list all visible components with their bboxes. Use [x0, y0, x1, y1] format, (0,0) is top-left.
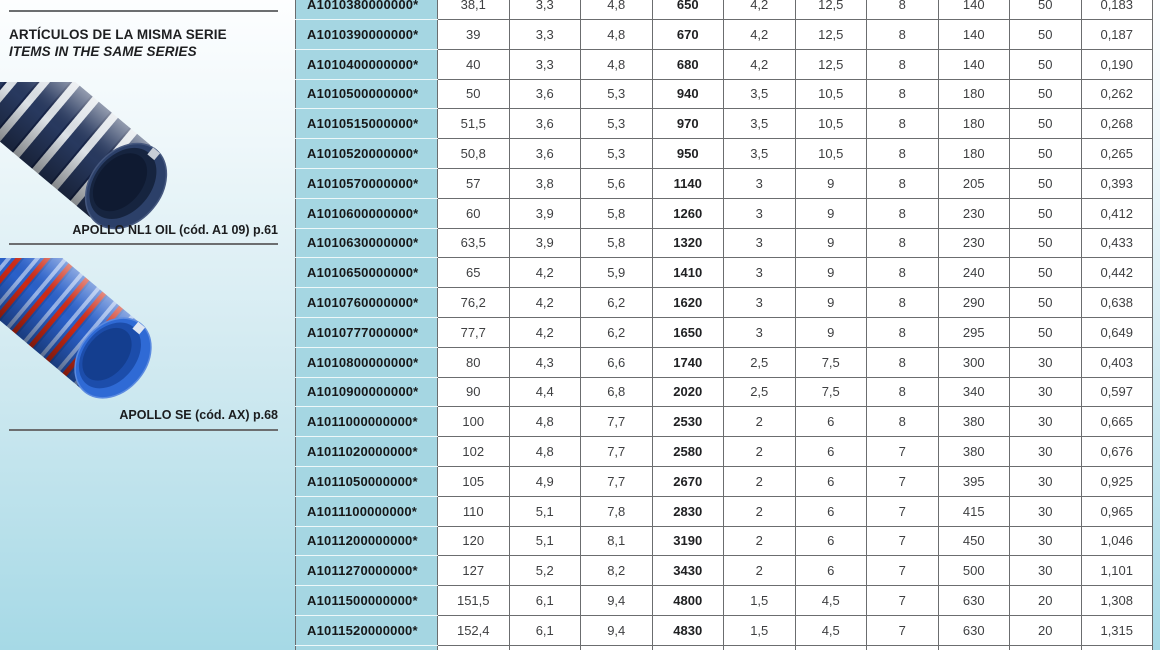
value-cell: 450	[938, 526, 1010, 556]
value-cell: 4,2	[509, 317, 581, 347]
value-cell: 3,3	[509, 20, 581, 50]
value-cell: 2020	[652, 377, 724, 407]
table-row	[296, 49, 1153, 79]
value-cell: 7	[867, 586, 939, 616]
value-cell: 6	[795, 526, 867, 556]
value-cell: 4,8	[581, 0, 653, 20]
value-cell: 50	[1010, 139, 1082, 169]
value-cell: 30	[1010, 347, 1082, 377]
value-cell: 4,8	[509, 407, 581, 437]
value-cell: 380	[938, 407, 1010, 437]
value-cell: 8	[867, 347, 939, 377]
value-cell: 8	[867, 168, 939, 198]
value-cell	[1081, 645, 1153, 650]
table-row	[296, 0, 1153, 20]
value-cell: 38,1	[438, 0, 510, 20]
value-cell: 4,5	[795, 615, 867, 645]
product-code-cell: A1010630000000*	[296, 228, 438, 258]
value-cell: 1410	[652, 258, 724, 288]
value-cell: 0,597	[1081, 377, 1153, 407]
value-cell: 0,183	[1081, 0, 1153, 20]
value-cell: 4,4	[509, 377, 581, 407]
table-row	[296, 198, 1153, 228]
value-cell: 5,3	[581, 139, 653, 169]
value-cell: 151,5	[438, 586, 510, 616]
value-cell: 7	[867, 556, 939, 586]
value-cell: 7,7	[581, 407, 653, 437]
table-row	[296, 526, 1153, 556]
value-cell: 140	[938, 20, 1010, 50]
table-row	[296, 288, 1153, 318]
value-cell: 3	[724, 168, 796, 198]
value-cell: 100	[438, 407, 510, 437]
value-cell: 180	[938, 139, 1010, 169]
table-row	[296, 317, 1153, 347]
value-cell: 30	[1010, 407, 1082, 437]
value-cell: 10,5	[795, 79, 867, 109]
value-cell: 4,8	[509, 437, 581, 467]
value-cell: 30	[1010, 526, 1082, 556]
value-cell: 50	[438, 79, 510, 109]
value-cell: 4,5	[795, 586, 867, 616]
value-cell: 30	[1010, 437, 1082, 467]
value-cell: 7,5	[795, 377, 867, 407]
value-cell: 1620	[652, 288, 724, 318]
value-cell: 76,2	[438, 288, 510, 318]
value-cell: 50	[1010, 317, 1082, 347]
value-cell: 0,442	[1081, 258, 1153, 288]
value-cell: 395	[938, 466, 1010, 496]
value-cell: 1,101	[1081, 556, 1153, 586]
divider	[9, 429, 278, 431]
value-cell: 3	[724, 288, 796, 318]
value-cell: 0,412	[1081, 198, 1153, 228]
series-title-en: ITEMS IN THE SAME SERIES	[9, 43, 197, 59]
value-cell: 6	[795, 437, 867, 467]
value-cell: 2580	[652, 437, 724, 467]
value-cell: 6,2	[581, 288, 653, 318]
value-cell: 7,8	[581, 496, 653, 526]
value-cell: 8	[867, 377, 939, 407]
value-cell: 8	[867, 109, 939, 139]
value-cell: 5,8	[581, 228, 653, 258]
value-cell: 12,5	[795, 49, 867, 79]
value-cell: 50	[1010, 168, 1082, 198]
value-cell: 3,9	[509, 198, 581, 228]
product-code-cell: A1010500000000*	[296, 79, 438, 109]
value-cell: 8	[867, 139, 939, 169]
table-row	[296, 258, 1153, 288]
value-cell: 2530	[652, 407, 724, 437]
value-cell: 6,1	[509, 586, 581, 616]
value-cell: 3	[724, 317, 796, 347]
product-code-cell: A1010650000000*	[296, 258, 438, 288]
value-cell: 8	[867, 317, 939, 347]
value-cell: 51,5	[438, 109, 510, 139]
value-cell: 2	[724, 407, 796, 437]
value-cell: 50	[1010, 20, 1082, 50]
value-cell: 9	[795, 288, 867, 318]
value-cell: 4,2	[724, 49, 796, 79]
value-cell: 0,433	[1081, 228, 1153, 258]
value-cell: 140	[938, 0, 1010, 20]
table-row	[296, 377, 1153, 407]
value-cell: 140	[938, 49, 1010, 79]
table-row	[296, 437, 1153, 467]
value-cell: 6,8	[581, 377, 653, 407]
value-cell: 8,1	[581, 526, 653, 556]
value-cell: 0,265	[1081, 139, 1153, 169]
value-cell: 4800	[652, 586, 724, 616]
value-cell: 57	[438, 168, 510, 198]
table-row	[296, 347, 1153, 377]
product-code-cell: A1011020000000*	[296, 437, 438, 467]
value-cell: 6,6	[581, 347, 653, 377]
table-row	[296, 168, 1153, 198]
table-row	[296, 556, 1153, 586]
value-cell: 50	[1010, 49, 1082, 79]
value-cell: 7	[867, 437, 939, 467]
value-cell: 30	[1010, 496, 1082, 526]
value-cell: 8	[867, 288, 939, 318]
value-cell: 7,7	[581, 466, 653, 496]
value-cell: 8	[867, 258, 939, 288]
value-cell: 2,5	[724, 347, 796, 377]
value-cell: 0,268	[1081, 109, 1153, 139]
value-cell: 500	[938, 556, 1010, 586]
value-cell: 5,1	[509, 526, 581, 556]
value-cell: 0,403	[1081, 347, 1153, 377]
value-cell: 2	[724, 526, 796, 556]
value-cell: 5,1	[509, 496, 581, 526]
value-cell: 20	[1010, 615, 1082, 645]
value-cell: 3,6	[509, 79, 581, 109]
value-cell: 80	[438, 347, 510, 377]
value-cell: 1,315	[1081, 615, 1153, 645]
spec-table	[295, 0, 1153, 650]
value-cell: 1740	[652, 347, 724, 377]
table-row	[296, 645, 1153, 650]
value-cell: 50	[1010, 109, 1082, 139]
value-cell	[581, 645, 653, 650]
value-cell: 180	[938, 79, 1010, 109]
table-row	[296, 109, 1153, 139]
product-code-cell: A1011000000000*	[296, 407, 438, 437]
table-row	[296, 139, 1153, 169]
value-cell: 50	[1010, 228, 1082, 258]
value-cell: 9	[795, 168, 867, 198]
value-cell: 8,2	[581, 556, 653, 586]
value-cell: 2,5	[724, 377, 796, 407]
value-cell: 3,3	[509, 0, 581, 20]
value-cell: 9,4	[581, 586, 653, 616]
value-cell: 8	[867, 198, 939, 228]
value-cell: 1,308	[1081, 586, 1153, 616]
value-cell: 10,5	[795, 109, 867, 139]
value-cell: 180	[938, 109, 1010, 139]
value-cell: 3,5	[724, 139, 796, 169]
value-cell: 90	[438, 377, 510, 407]
value-cell: 3,8	[509, 168, 581, 198]
product-code-cell: A1010390000000*	[296, 20, 438, 50]
value-cell: 102	[438, 437, 510, 467]
value-cell: 4,3	[509, 347, 581, 377]
value-cell: 3	[724, 228, 796, 258]
value-cell: 63,5	[438, 228, 510, 258]
value-cell: 9	[795, 258, 867, 288]
value-cell: 240	[938, 258, 1010, 288]
value-cell: 4,2	[509, 258, 581, 288]
value-cell: 3430	[652, 556, 724, 586]
divider	[9, 243, 278, 245]
value-cell: 3,5	[724, 79, 796, 109]
value-cell: 2	[724, 556, 796, 586]
value-cell: 0,965	[1081, 496, 1153, 526]
value-cell: 380	[938, 437, 1010, 467]
value-cell: 340	[938, 377, 1010, 407]
value-cell	[509, 645, 581, 650]
value-cell: 1,046	[1081, 526, 1153, 556]
product-code-cell: A1010800000000*	[296, 347, 438, 377]
value-cell: 4830	[652, 615, 724, 645]
value-cell: 60	[438, 198, 510, 228]
table-row	[296, 586, 1153, 616]
value-cell: 230	[938, 198, 1010, 228]
series-title	[9, 27, 278, 60]
value-cell: 105	[438, 466, 510, 496]
value-cell: 0,676	[1081, 437, 1153, 467]
value-cell: 120	[438, 526, 510, 556]
value-cell: 6	[795, 496, 867, 526]
value-cell: 7	[867, 466, 939, 496]
value-cell: 7,7	[581, 437, 653, 467]
table-row	[296, 20, 1153, 50]
value-cell: 2670	[652, 466, 724, 496]
value-cell: 0,925	[1081, 466, 1153, 496]
product-code-cell: A1011520000000*	[296, 615, 438, 645]
value-cell: 30	[1010, 556, 1082, 586]
value-cell: 5,2	[509, 556, 581, 586]
value-cell: 8	[867, 228, 939, 258]
value-cell: 50	[1010, 0, 1082, 20]
series-sidebar	[0, 0, 292, 650]
value-cell: 12,5	[795, 0, 867, 20]
value-cell: 230	[938, 228, 1010, 258]
value-cell: 2830	[652, 496, 724, 526]
value-cell: 940	[652, 79, 724, 109]
value-cell: 8	[867, 79, 939, 109]
product-code-cell: A1010777000000*	[296, 317, 438, 347]
value-cell: 5,6	[581, 168, 653, 198]
value-cell	[438, 645, 510, 650]
value-cell: 6	[795, 407, 867, 437]
value-cell: 970	[652, 109, 724, 139]
value-cell: 670	[652, 20, 724, 50]
value-cell: 9	[795, 198, 867, 228]
value-cell: 5,3	[581, 109, 653, 139]
value-cell: 0,393	[1081, 168, 1153, 198]
spec-table-body	[296, 0, 1153, 650]
value-cell: 50	[1010, 258, 1082, 288]
value-cell: 3,6	[509, 139, 581, 169]
value-cell	[867, 645, 939, 650]
product-code-cell: A1011500000000*	[296, 586, 438, 616]
value-cell: 9	[795, 317, 867, 347]
product-code-cell: A1010380000000*	[296, 0, 438, 20]
value-cell: 4,8	[581, 20, 653, 50]
value-cell: 7	[867, 496, 939, 526]
value-cell: 6,2	[581, 317, 653, 347]
value-cell: 12,5	[795, 20, 867, 50]
value-cell: 630	[938, 586, 1010, 616]
value-cell: 4,9	[509, 466, 581, 496]
value-cell: 10,5	[795, 139, 867, 169]
value-cell: 650	[652, 0, 724, 20]
value-cell: 1650	[652, 317, 724, 347]
value-cell: 3190	[652, 526, 724, 556]
value-cell: 3,3	[509, 49, 581, 79]
value-cell: 300	[938, 347, 1010, 377]
value-cell: 8	[867, 407, 939, 437]
divider	[9, 10, 278, 12]
product-code-cell: A1011100000000*	[296, 496, 438, 526]
value-cell: 290	[938, 288, 1010, 318]
table-row	[296, 466, 1153, 496]
value-cell: 127	[438, 556, 510, 586]
value-cell: 0,638	[1081, 288, 1153, 318]
value-cell: 1,5	[724, 615, 796, 645]
value-cell: 77,7	[438, 317, 510, 347]
apollo-nl1-oil-caption: APOLLO NL1 OIL (cód. A1 09) p.61	[72, 223, 278, 237]
table-row	[296, 79, 1153, 109]
spec-table-container	[295, 0, 1153, 650]
apollo-se-caption: APOLLO SE (cód. AX) p.68	[119, 408, 278, 422]
value-cell: 8	[867, 0, 939, 20]
product-code-cell: A1010520000000*	[296, 139, 438, 169]
value-cell: 6	[795, 466, 867, 496]
value-cell: 30	[1010, 466, 1082, 496]
value-cell: 39	[438, 20, 510, 50]
value-cell	[652, 645, 724, 650]
apollo-nl1-oil-hose-image	[0, 82, 200, 234]
value-cell: 30	[1010, 377, 1082, 407]
value-cell: 0,262	[1081, 79, 1153, 109]
value-cell: 8	[867, 49, 939, 79]
value-cell: 6	[795, 556, 867, 586]
value-cell: 50	[1010, 198, 1082, 228]
value-cell: 4,2	[724, 0, 796, 20]
value-cell: 630	[938, 615, 1010, 645]
product-code-cell: A1010760000000*	[296, 288, 438, 318]
value-cell	[724, 645, 796, 650]
product-code-cell: A1011200000000*	[296, 526, 438, 556]
value-cell: 110	[438, 496, 510, 526]
value-cell: 9	[795, 228, 867, 258]
value-cell: 40	[438, 49, 510, 79]
value-cell: 6,1	[509, 615, 581, 645]
value-cell: 152,4	[438, 615, 510, 645]
value-cell: 20	[1010, 586, 1082, 616]
value-cell: 7	[867, 615, 939, 645]
value-cell: 4,2	[724, 20, 796, 50]
value-cell: 3,5	[724, 109, 796, 139]
apollo-se-hose-image	[0, 258, 180, 408]
product-code-cell: A1010570000000*	[296, 168, 438, 198]
value-cell: 8	[867, 20, 939, 50]
value-cell: 3	[724, 198, 796, 228]
value-cell: 1260	[652, 198, 724, 228]
value-cell: 1140	[652, 168, 724, 198]
product-code-cell: A1011050000000*	[296, 466, 438, 496]
value-cell: 0,190	[1081, 49, 1153, 79]
value-cell: 5,3	[581, 79, 653, 109]
product-code-cell: A1010600000000*	[296, 198, 438, 228]
value-cell: 0,649	[1081, 317, 1153, 347]
series-title-es: ARTÍCULOS DE LA MISMA SERIE	[9, 27, 227, 42]
value-cell: 415	[938, 496, 1010, 526]
value-cell: 1,5	[724, 586, 796, 616]
table-row	[296, 615, 1153, 645]
value-cell: 4,8	[581, 49, 653, 79]
product-code-cell: A1010400000000*	[296, 49, 438, 79]
value-cell	[938, 645, 1010, 650]
table-row	[296, 407, 1153, 437]
value-cell: 65	[438, 258, 510, 288]
product-code-cell: A1010900000000*	[296, 377, 438, 407]
product-code-cell: A1010515000000*	[296, 109, 438, 139]
value-cell: 50	[1010, 288, 1082, 318]
value-cell: 295	[938, 317, 1010, 347]
value-cell: 950	[652, 139, 724, 169]
value-cell	[1010, 645, 1082, 650]
table-row	[296, 228, 1153, 258]
value-cell: 50	[1010, 79, 1082, 109]
value-cell: 205	[938, 168, 1010, 198]
value-cell: 50,8	[438, 139, 510, 169]
value-cell: 7	[867, 526, 939, 556]
product-code-cell	[296, 645, 438, 650]
value-cell: 1320	[652, 228, 724, 258]
value-cell: 3,6	[509, 109, 581, 139]
product-code-cell: A1011270000000*	[296, 556, 438, 586]
value-cell: 2	[724, 466, 796, 496]
value-cell: 3	[724, 258, 796, 288]
value-cell: 7,5	[795, 347, 867, 377]
value-cell: 3,9	[509, 228, 581, 258]
value-cell: 2	[724, 437, 796, 467]
value-cell: 9,4	[581, 615, 653, 645]
value-cell: 680	[652, 49, 724, 79]
value-cell: 0,187	[1081, 20, 1153, 50]
value-cell	[795, 645, 867, 650]
value-cell: 2	[724, 496, 796, 526]
value-cell: 5,9	[581, 258, 653, 288]
value-cell: 5,8	[581, 198, 653, 228]
table-row	[296, 496, 1153, 526]
value-cell: 4,2	[509, 288, 581, 318]
value-cell: 0,665	[1081, 407, 1153, 437]
